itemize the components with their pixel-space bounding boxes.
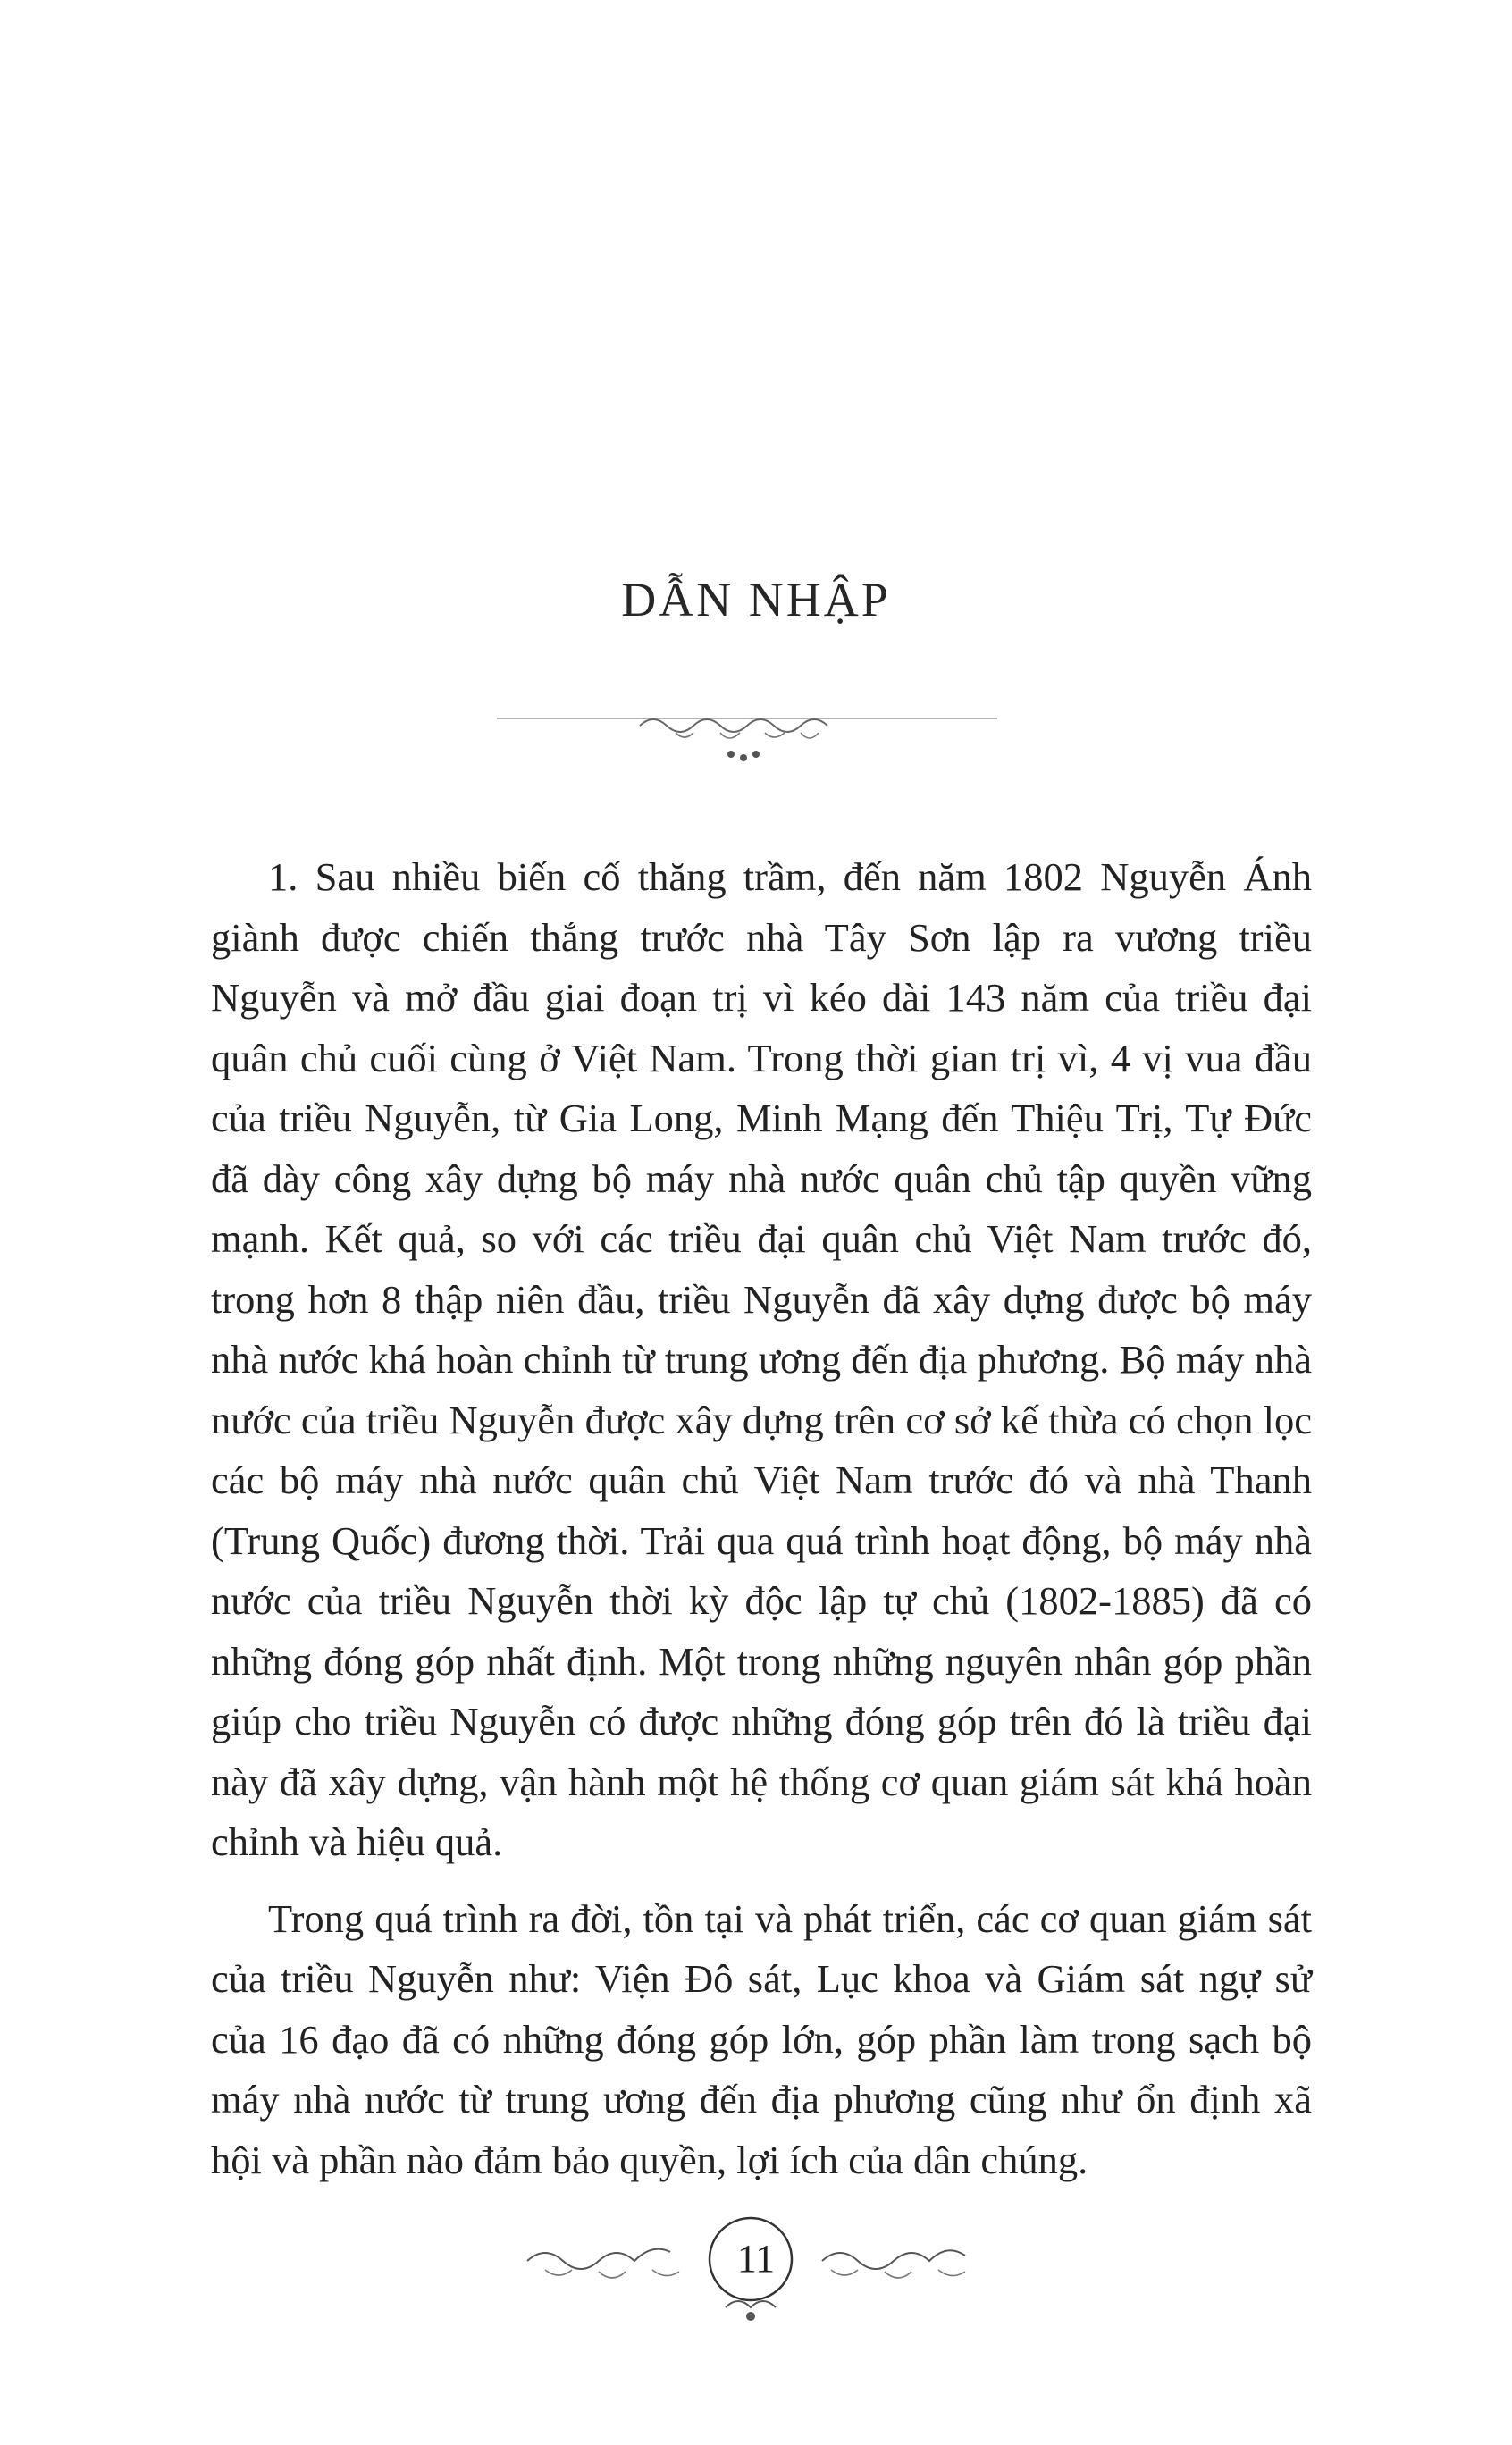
page-number: 11 <box>736 2237 776 2281</box>
paragraph-1: 1. Sau nhiều biến cố thăng trầm, đến năm 1802 Nguyễn Ánh giành được chiến thắng trước nhà Tây Sơn lập ra vương triều Nguyễn và mở đầu giai đoạn trị vì kéo dài 143 năm của triều đại quân chủ cuối cùng ở Việt Nam. Trong thời gian trị vì, 4 vị vua đầu của triều Nguyễn, từ Gia Long, Minh Mạng đến Thiệu Trị, Tự Đức đã dày công xây dựng bộ máy nhà nước quân chủ tập quyền vững mạnh. Kết quả, so với các triều đại quân chủ Việt Nam trước đó, trong hơn 8 thập niên đầu, triều Nguyễn đã xây dựng được bộ máy nhà nước khá hoàn chỉnh từ trung ương đến địa phương. Bộ máy nhà nước của triều Nguyễn được xây dựng trên cơ sở kế thừa có chọn lọc các bộ máy nhà nước quân chủ Việt Nam trước đó và nhà Thanh (Trung Quốc) đương thời. Trải qua quá trình hoạt động, bộ máy nhà nước của triều Nguyễn thời kỳ độc lập tự chủ (1802-1885) đã có những đóng góp nhất định. Một trong những nguyên nhân góp phần giúp cho triều Nguyễn có được những đóng góp trên đó là triều đại này đã xây dựng, vận hành một hệ thống cơ quan giám sát khá hoàn chỉnh và hiệu quả. <box>211 854 1312 1864</box>
title-flourish-ornament <box>497 699 997 770</box>
main-text <box>211 847 1312 2190</box>
chapter-title: DẪN NHẬP <box>621 573 891 626</box>
paragraph-2: Trong quá trình ra đời, tồn tại và phát triển, các cơ quan giám sát của triều Nguyễn như: Viện Đô sát, Lục khoa và Giám sát ngự sử của 16 đạo đã có những đóng góp lớn, góp phần làm trong sạch bộ máy nhà nước từ trung ương đến địa phương cũng như ổn định xã hội và phần nào đảm bảo quyền, lợi ích của dân chúng. <box>211 1895 1312 2182</box>
